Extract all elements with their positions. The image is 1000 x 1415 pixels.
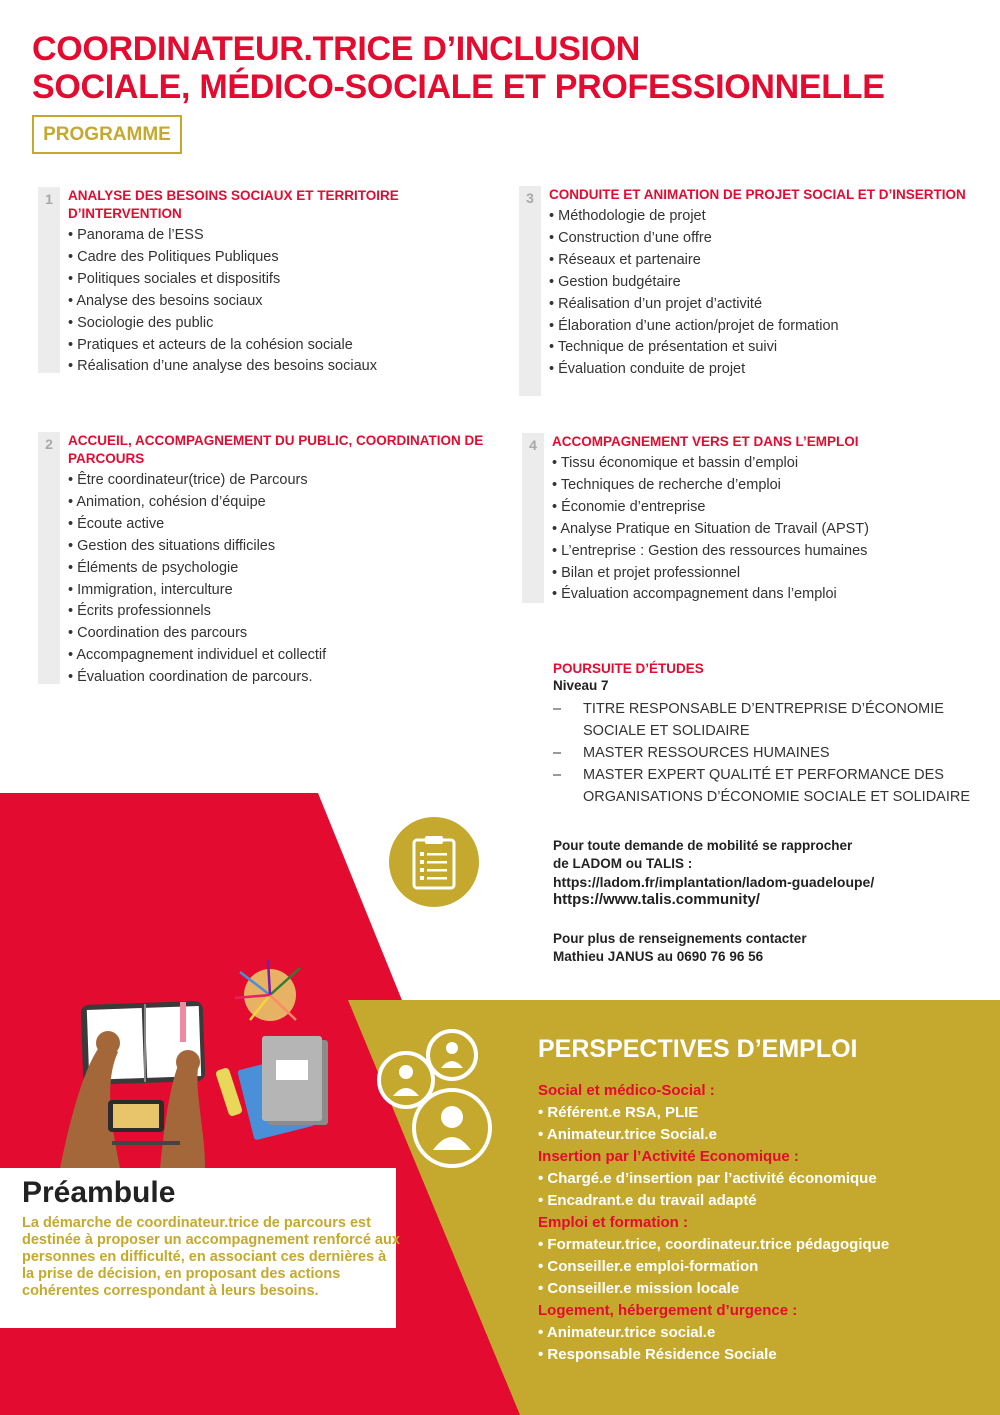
perspectives-job: • Référent.e RSA, PLIE <box>538 1104 699 1121</box>
list-item: • Analyse Pratique en Situation de Travail (APST) <box>552 519 982 541</box>
ladom-link[interactable]: https://ladom.fr/implantation/ladom-guadeloupe/ <box>553 874 875 890</box>
list-item: • Bilan et projet professionnel <box>552 563 982 585</box>
list-item: • Animation, cohésion d’équipe <box>68 492 498 514</box>
list-item: • Gestion budgétaire <box>549 272 979 294</box>
perspectives-category: Social et médico-Social : <box>538 1082 715 1099</box>
list-item: • L’entreprise : Gestion des ressources humaines <box>552 541 982 563</box>
list-item: • Gestion des situations difficiles <box>68 536 498 558</box>
module-items <box>68 470 498 689</box>
list-item: • Technique de présentation et suivi <box>549 337 979 359</box>
perspectives-title: PERSPECTIVES D’EMPLOI <box>538 1035 858 1063</box>
list-item: • Sociologie des public <box>68 313 498 335</box>
list-item: • Réalisation d’un projet d’activité <box>549 294 979 316</box>
list-item: • Tissu économique et bassin d’emploi <box>552 453 982 475</box>
list-item: • Réseaux et partenaire <box>549 250 979 272</box>
poursuite-etudes <box>553 660 973 808</box>
list-item: • Techniques de recherche d’emploi <box>552 475 982 497</box>
perspectives-job: • Formateur.trice, coordinateur.trice pédagogique <box>538 1236 890 1253</box>
preambule-title: Préambule <box>22 1176 176 1209</box>
module-items <box>68 225 498 378</box>
module-title: ACCUEIL, ACCOMPAGNEMENT DU PUBLIC, COORDINATION DE PARCOURS <box>68 433 484 466</box>
mobility-info <box>553 837 973 909</box>
preambule-text: La démarche de coordinateur.trice de parcours est destinée à proposer un accompagnement renforcé aux personnes en difficulté, en associant ces dernières à la prise de décision, en proposant des actions cohérentes correspondant à leurs besoins. <box>22 1215 400 1299</box>
module-items <box>549 206 979 381</box>
list-item: – MASTER EXPERT QUALITÉ ET PERFORMANCE DES ORGANISATIONS D’ÉCONOMIE SOCIALE ET SOLIDAIRE <box>553 764 973 808</box>
perspectives-job: • Conseiller.e mission locale <box>538 1280 740 1297</box>
list-item: – TITRE RESPONSABLE D’ENTREPRISE D’ÉCONOMIE SOCIALE ET SOLIDAIRE <box>553 698 973 742</box>
list-item: • Méthodologie de projet <box>549 206 979 228</box>
list-item: • Écrits professionnels <box>68 601 498 623</box>
list-item: • Évaluation coordination de parcours. <box>68 667 498 689</box>
perspectives-job: • Animateur.trice Social.e <box>538 1126 717 1143</box>
page-title <box>32 30 932 106</box>
list-item: • Économie d’entreprise <box>552 497 982 519</box>
module-number: 1 <box>38 187 60 373</box>
module-items <box>552 453 982 606</box>
poursuite-items <box>553 698 973 808</box>
list-item: • Écoute active <box>68 514 498 536</box>
list-item: • Évaluation accompagnement dans l’emploi <box>552 584 982 606</box>
contact-line2: Mathieu JANUS au 0690 76 96 56 <box>553 949 764 964</box>
list-item: • Politiques sociales et dispositifs <box>68 269 498 291</box>
list-item: • Immigration, interculture <box>68 580 498 602</box>
list-item: • Analyse des besoins sociaux <box>68 291 498 313</box>
perspectives-category: Logement, hébergement d’urgence : <box>538 1302 798 1319</box>
list-item: • Évaluation conduite de projet <box>549 359 979 381</box>
programme-badge: PROGRAMME <box>32 115 182 154</box>
list-item: • Éléments de psychologie <box>68 558 498 580</box>
perspectives-category: Insertion par l’Activité Economique : <box>538 1148 799 1165</box>
list-item: – MASTER RESSOURCES HUMAINES <box>553 742 973 764</box>
mobility-line1: Pour toute demande de mobilité se rapprocher <box>553 838 853 853</box>
page-title-line1: COORDINATEUR.TRICE D’INCLUSION <box>32 30 641 68</box>
perspectives-job: • Chargé.e d’insertion par l’activité économique <box>538 1170 877 1187</box>
module-title: ANALYSE DES BESOINS SOCIAUX ET TERRITOIRE D’INTERVENTION <box>68 188 399 221</box>
list-item: • Être coordinateur(trice) de Parcours <box>68 470 498 492</box>
talis-link[interactable]: https://www.talis.community/ <box>553 891 760 908</box>
list-item: • Panorama de l’ESS <box>68 225 498 247</box>
list-item: • Construction d’une offre <box>549 228 979 250</box>
module-title: ACCOMPAGNEMENT VERS ET DANS L’EMPLOI <box>552 434 859 449</box>
perspectives-list <box>538 1080 988 1366</box>
perspectives-job: • Conseiller.e emploi-formation <box>538 1258 759 1275</box>
module-number: 3 <box>519 186 541 396</box>
list-item: • Coordination des parcours <box>68 623 498 645</box>
list-item: • Pratiques et acteurs de la cohésion sociale <box>68 335 498 357</box>
contact-info <box>553 930 973 966</box>
mobility-line2: de LADOM ou TALIS : <box>553 856 693 871</box>
list-item: • Cadre des Politiques Publiques <box>68 247 498 269</box>
contact-line1: Pour plus de renseignements contacter <box>553 931 807 946</box>
module-number: 4 <box>522 433 544 603</box>
poursuite-level: Niveau 7 <box>553 678 609 693</box>
module-title: CONDUITE ET ANIMATION DE PROJET SOCIAL ET D’INSERTION <box>549 187 966 202</box>
list-item: • Élaboration d’une action/projet de formation <box>549 316 979 338</box>
poursuite-title: POURSUITE D’ÉTUDES <box>553 661 704 676</box>
list-item: • Réalisation d’une analyse des besoins sociaux <box>68 356 498 378</box>
page-title-line2: SOCIALE, MÉDICO-SOCIALE ET PROFESSIONNELLE <box>32 68 885 106</box>
module-number: 2 <box>38 432 60 684</box>
list-item: • Accompagnement individuel et collectif <box>68 645 498 667</box>
perspectives-category: Emploi et formation : <box>538 1214 688 1231</box>
perspectives-job: • Encadrant.e du travail adapté <box>538 1192 757 1209</box>
perspectives-job: • Responsable Résidence Sociale <box>538 1346 777 1363</box>
perspectives-job: • Animateur.trice social.e <box>538 1324 716 1341</box>
clipboard-checklist-icon <box>389 817 479 907</box>
